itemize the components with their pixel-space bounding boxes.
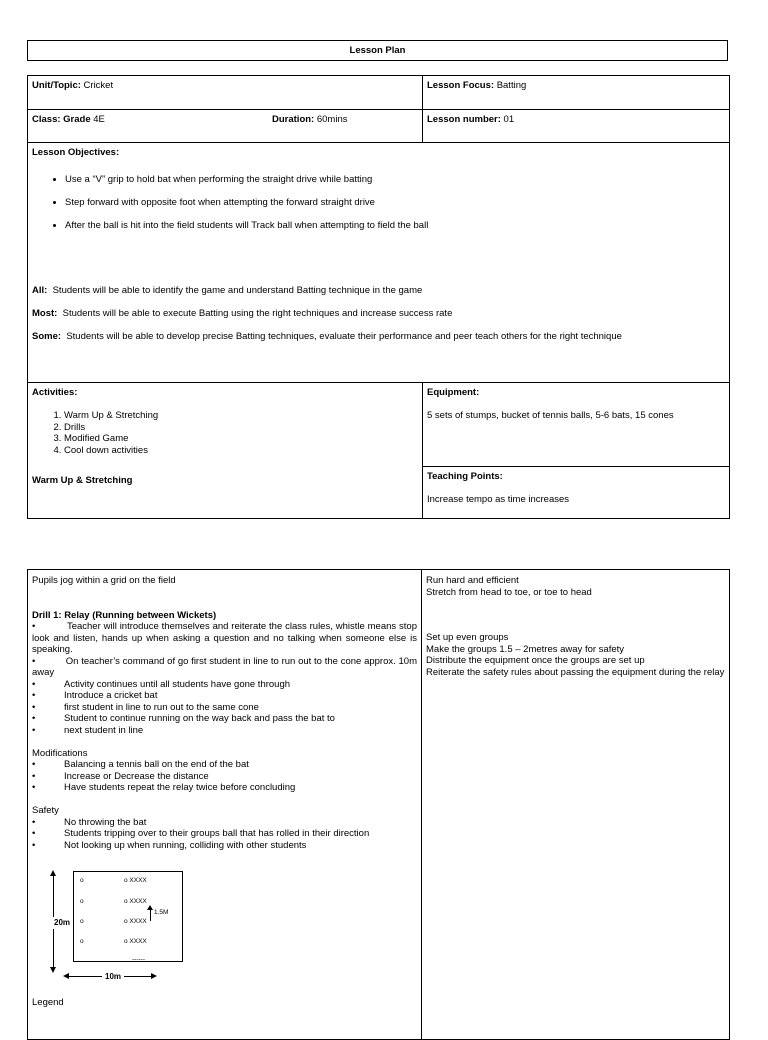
teaching-points-label: Teaching Points: <box>427 471 503 482</box>
mod-bullet: • Balancing a tennis ball on the end of the bat <box>32 759 249 770</box>
lesson-number-value: 01 <box>503 114 515 125</box>
drill-bullet: • Activity continues until all students have gone through <box>32 678 291 690</box>
drill-bullet: • next student in line <box>32 724 144 736</box>
level-most: Most: Students will be able to execute Batting using the right techniques and increase success rate <box>32 308 453 319</box>
safety-bullet: • Not looking up when running, colliding with other students <box>32 839 307 851</box>
objectives-cell <box>28 143 730 383</box>
spacing-label: 1.5M <box>154 909 169 916</box>
height-label: 20m <box>54 918 71 927</box>
equipment-text: 5 sets of stumps, bucket of tennis balls, 5-6 bats, 15 cones <box>427 410 674 421</box>
drill-bullet: • On teacher’s command of go first student in line to run out to the cone approx. 10m away <box>32 655 417 678</box>
focus-value: Batting <box>496 80 527 91</box>
class-cell <box>28 110 423 143</box>
mod-bullet: • Have students repeat the relay twice before concluding <box>32 782 296 793</box>
right-line: Reiterate the safety rules about passing the equipment during the relay <box>426 666 725 678</box>
right-line: Make the groups 1.5 – 2metres away for safety <box>426 643 625 655</box>
arrow-down-icon <box>50 967 56 973</box>
width-label: 10m <box>102 971 124 983</box>
activity-item: 4. Cool down activities <box>64 445 418 457</box>
teaching-points-cell <box>423 467 730 519</box>
safety-bullet: • No throwing the bat <box>32 816 147 828</box>
arrow-right-icon <box>151 973 157 979</box>
arrow-left-icon <box>63 973 69 979</box>
objective-item: • Step forward with opposite foot when attempting the forward straight drive <box>65 197 725 208</box>
drill-bullet: • Teacher will introduce themselves and reiterate the class rules, whistle means stop look and listen, hands up when asking a question and no talking when someone else is speaking. <box>32 621 417 655</box>
equipment-label: Equipment: <box>427 387 480 398</box>
unit-cell <box>28 76 423 110</box>
lesson-header-table <box>27 75 730 519</box>
detail-left-cell <box>28 570 422 1040</box>
drill-bullet: • Student to continue running on the way back and pass the bat to <box>32 713 335 724</box>
objective-item: • Use a “V” grip to hold bat when performing the straight drive while batting <box>65 174 725 185</box>
lesson-detail-table <box>27 569 730 1040</box>
teaching-points-text: Increase tempo as time increases <box>427 494 570 505</box>
activities-cell <box>28 383 423 519</box>
activities-list <box>32 410 418 456</box>
lesson-number-label: Lesson number: <box>427 114 501 125</box>
right-line: Set up even groups <box>426 632 509 643</box>
right-line: Run hard and efficient <box>426 575 519 586</box>
objectives-list <box>32 174 725 231</box>
class-label: Class: Grade <box>32 114 91 125</box>
activities-label: Activities: <box>32 387 78 398</box>
detail-right-cell <box>422 570 730 1040</box>
safety-title: Safety <box>32 805 59 816</box>
jog-text: Pupils jog within a grid on the field <box>32 575 176 586</box>
focus-cell <box>423 76 730 110</box>
objective-item: • After the ball is hit into the field students will Track ball when attempting to field the ball <box>65 220 725 231</box>
focus-label: Lesson Focus: <box>427 80 495 91</box>
warmup-heading: Warm Up & Stretching <box>32 475 133 486</box>
arrow-up-icon <box>50 870 56 876</box>
duration-label: Duration: <box>272 114 315 125</box>
activity-item: 3. Modified Game <box>64 433 418 445</box>
field-grid: o o XXXX o o XXXX o o XXXX o o XXXX ------ 1.5M <box>73 871 183 962</box>
equipment-cell <box>423 383 730 467</box>
drill-bullet: • Introduce a cricket bat <box>32 690 158 701</box>
page-title: Lesson Plan <box>27 40 728 61</box>
spacing-line <box>150 908 151 921</box>
unit-value: Cricket <box>83 80 114 91</box>
relay-diagram <box>32 871 417 989</box>
drill-title: Drill 1: Relay (Running between Wickets) <box>32 609 217 621</box>
modifications-title: Modifications <box>32 747 88 759</box>
activity-item: 2. Drills <box>64 422 418 434</box>
activity-item: 1. Warm Up & Stretching <box>64 410 418 422</box>
drill-bullet: • first student in line to run out to the same cone <box>32 701 259 713</box>
level-all: All: Students will be able to identify the game and understand Batting technique in the game <box>32 285 423 296</box>
lesson-number-cell <box>423 110 730 143</box>
right-line: Distribute the equipment once the groups are set up <box>426 655 645 666</box>
objectives-label: Lesson Objectives: <box>32 147 120 158</box>
right-line: Stretch from head to toe, or toe to head <box>426 586 592 598</box>
level-some: Some: Students will be able to develop precise Batting techniques, evaluate their performance and peer teach others for the right technique <box>32 331 622 342</box>
safety-bullet: • Students tripping over to their groups ball that has rolled in their direction <box>32 828 370 839</box>
legend-title: Legend <box>32 997 64 1008</box>
unit-label: Unit/Topic: <box>32 80 81 91</box>
class-value: 4E <box>93 114 105 125</box>
mod-bullet: • Increase or Decrease the distance <box>32 770 209 782</box>
duration-value: 60mins <box>316 114 348 125</box>
